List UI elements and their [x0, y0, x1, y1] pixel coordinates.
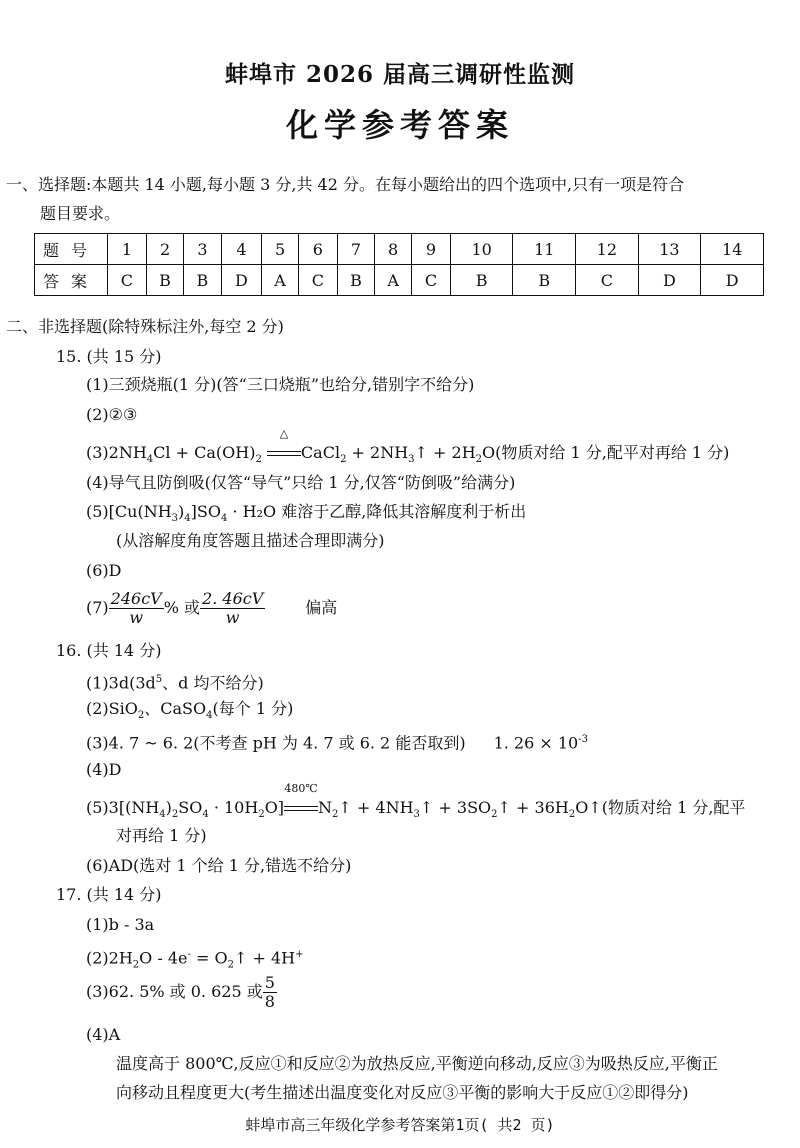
q17-answer-3: (3)62. 5% 或 0. 625 或 $\frac{5}{8}$	[86, 973, 275, 1011]
q15-answer-7: (7) $\frac{246cV}{w}$ % 或 $\frac{2. 46cV}{w}$ 偏高	[86, 589, 338, 627]
question-number: 10	[450, 234, 513, 265]
q17-heading: 17. (共 14 分)	[56, 885, 162, 904]
q15-answer-4: (4)导气且防倒吸(仅答“导气”只给 1 分,仅答“防倒吸”给满分)	[86, 473, 516, 492]
section1-intro-line1: 一、选择题:本题共 14 小题,每小题 3 分,共 42 分。在每小题给出的四个选项中,只有一项是符合	[6, 175, 685, 194]
q15-answer-2: (2)②③	[86, 405, 138, 424]
q17-answer-4-line3: 向移动且程度更大(考生描述出温度变化对反应③平衡的影响大于反应①②即得分)	[116, 1083, 689, 1102]
question-number: 4	[221, 234, 262, 265]
temperature-condition-arrow: 480℃	[284, 797, 318, 819]
q16-answer-6: (6)AD(选对 1 个给 1 分,错选不给分)	[86, 856, 352, 875]
q16-answer-5-cont: 对再给 1 分)	[116, 826, 207, 845]
answer-cell: C	[412, 265, 451, 296]
answer-header: 答案	[35, 265, 108, 296]
answer-cell: B	[513, 265, 576, 296]
page-footer: 蚌埠市高三年级化学参考答案第1页( 共2 页)	[245, 1116, 555, 1134]
answer-cell: B	[146, 265, 183, 296]
fraction: $\frac{5}{8}$	[264, 973, 275, 1011]
answer-cell: A	[262, 265, 299, 296]
heating-condition-arrow: △	[267, 442, 301, 464]
question-number: 12	[576, 234, 639, 265]
document-subtitle: 化学参考答案	[285, 106, 514, 144]
question-number: 1	[108, 234, 147, 265]
q15-answer-5: $(5)[Cu(NH_3)_4]SO_4 \cdot H_2O$ 难溶于乙醇,降低其溶解度利于析出	[86, 502, 527, 525]
answer-cell: A	[375, 265, 412, 296]
q15-heading: 15. (共 15 分)	[56, 347, 162, 366]
question-number: 9	[412, 234, 451, 265]
answer-cell: B	[184, 265, 221, 296]
answer-cell: C	[298, 265, 337, 296]
answer-cell: D	[638, 265, 701, 296]
question-number: 7	[337, 234, 374, 265]
q17-answer-1: (1)b - 3a	[86, 915, 155, 934]
question-number: 14	[701, 234, 764, 265]
q17-answer-4: (4)A	[86, 1025, 121, 1044]
answer-cell: B	[450, 265, 513, 296]
question-number: 5	[262, 234, 299, 265]
q16-answer-4: (4)D	[86, 760, 122, 779]
q16-heading: 16. (共 14 分)	[56, 641, 162, 660]
section1-intro-line2: 题目要求。	[40, 204, 121, 223]
document-title: 蚌埠市 2026 届高三调研性监测	[224, 61, 576, 88]
question-number: 2	[146, 234, 183, 265]
q16-answer-3: (3)4. 7 ~ 6. 2(不考查 pH 为 4. 7 或 6. 2 能否取到) 1. $26 \times 10^{-3}$	[86, 733, 588, 753]
answer-table-number-row	[35, 234, 764, 265]
answer-table-answer-row	[35, 265, 764, 296]
section2-intro: 二、非选择题(除特殊标注外,每空 2 分)	[6, 317, 284, 336]
answer-cell: C	[576, 265, 639, 296]
answer-cell: D	[221, 265, 262, 296]
q16-answer-2: (2)SiO$_2$、CaSO$_4$(每个 1 分)	[86, 699, 294, 722]
question-number: 13	[638, 234, 701, 265]
q15-answer-1: (1)三颈烧瓶(1 分)(答“三口烧瓶”也给分,错别字不给分)	[86, 375, 475, 394]
answer-table	[34, 233, 764, 296]
q15-answer-3: $(3)2NH_4Cl + Ca(OH)_2$ △ CaCl$_2$ + $2NH_3↑ + 2H_2O$(物质对给 1 分,配平对再给 1 分)	[86, 427, 730, 466]
answer-cell: D	[701, 265, 764, 296]
question-number: 3	[184, 234, 221, 265]
q17-answer-4-line2: 温度高于 800℃,反应①和反应②为放热反应,平衡逆向移动,反应③为吸热反应,平衡正	[116, 1054, 718, 1073]
question-number-header: 题号	[35, 234, 108, 265]
answer-cell: B	[337, 265, 374, 296]
answer-cell: C	[108, 265, 147, 296]
q16-answer-5: $(5)3[(NH_4)_2SO_4 \cdot 10H_2O]$ 480℃ $N_2↑$ + $4NH_3↑$ + $3SO_2↑$ + $36H_2O↑$(物质对给 1 分,配平	[86, 782, 746, 821]
q15-answer-6: (6)D	[86, 561, 122, 580]
question-number: 8	[375, 234, 412, 265]
question-number: 6	[298, 234, 337, 265]
q16-answer-1: $(1)3d(3d^5$、d 均不给分)	[86, 673, 264, 693]
fraction: $\frac{2. 46cV}{w}$	[202, 589, 264, 627]
fraction: $\frac{246cV}{w}$	[110, 589, 162, 627]
q17-answer-2: $(2)2H_2O - 4e^-$ = $O_2↑ + 4H^+$	[86, 948, 304, 971]
question-number: 11	[513, 234, 576, 265]
q15-answer-5-note: (从溶解度角度答题且描述合理即满分)	[116, 531, 385, 550]
